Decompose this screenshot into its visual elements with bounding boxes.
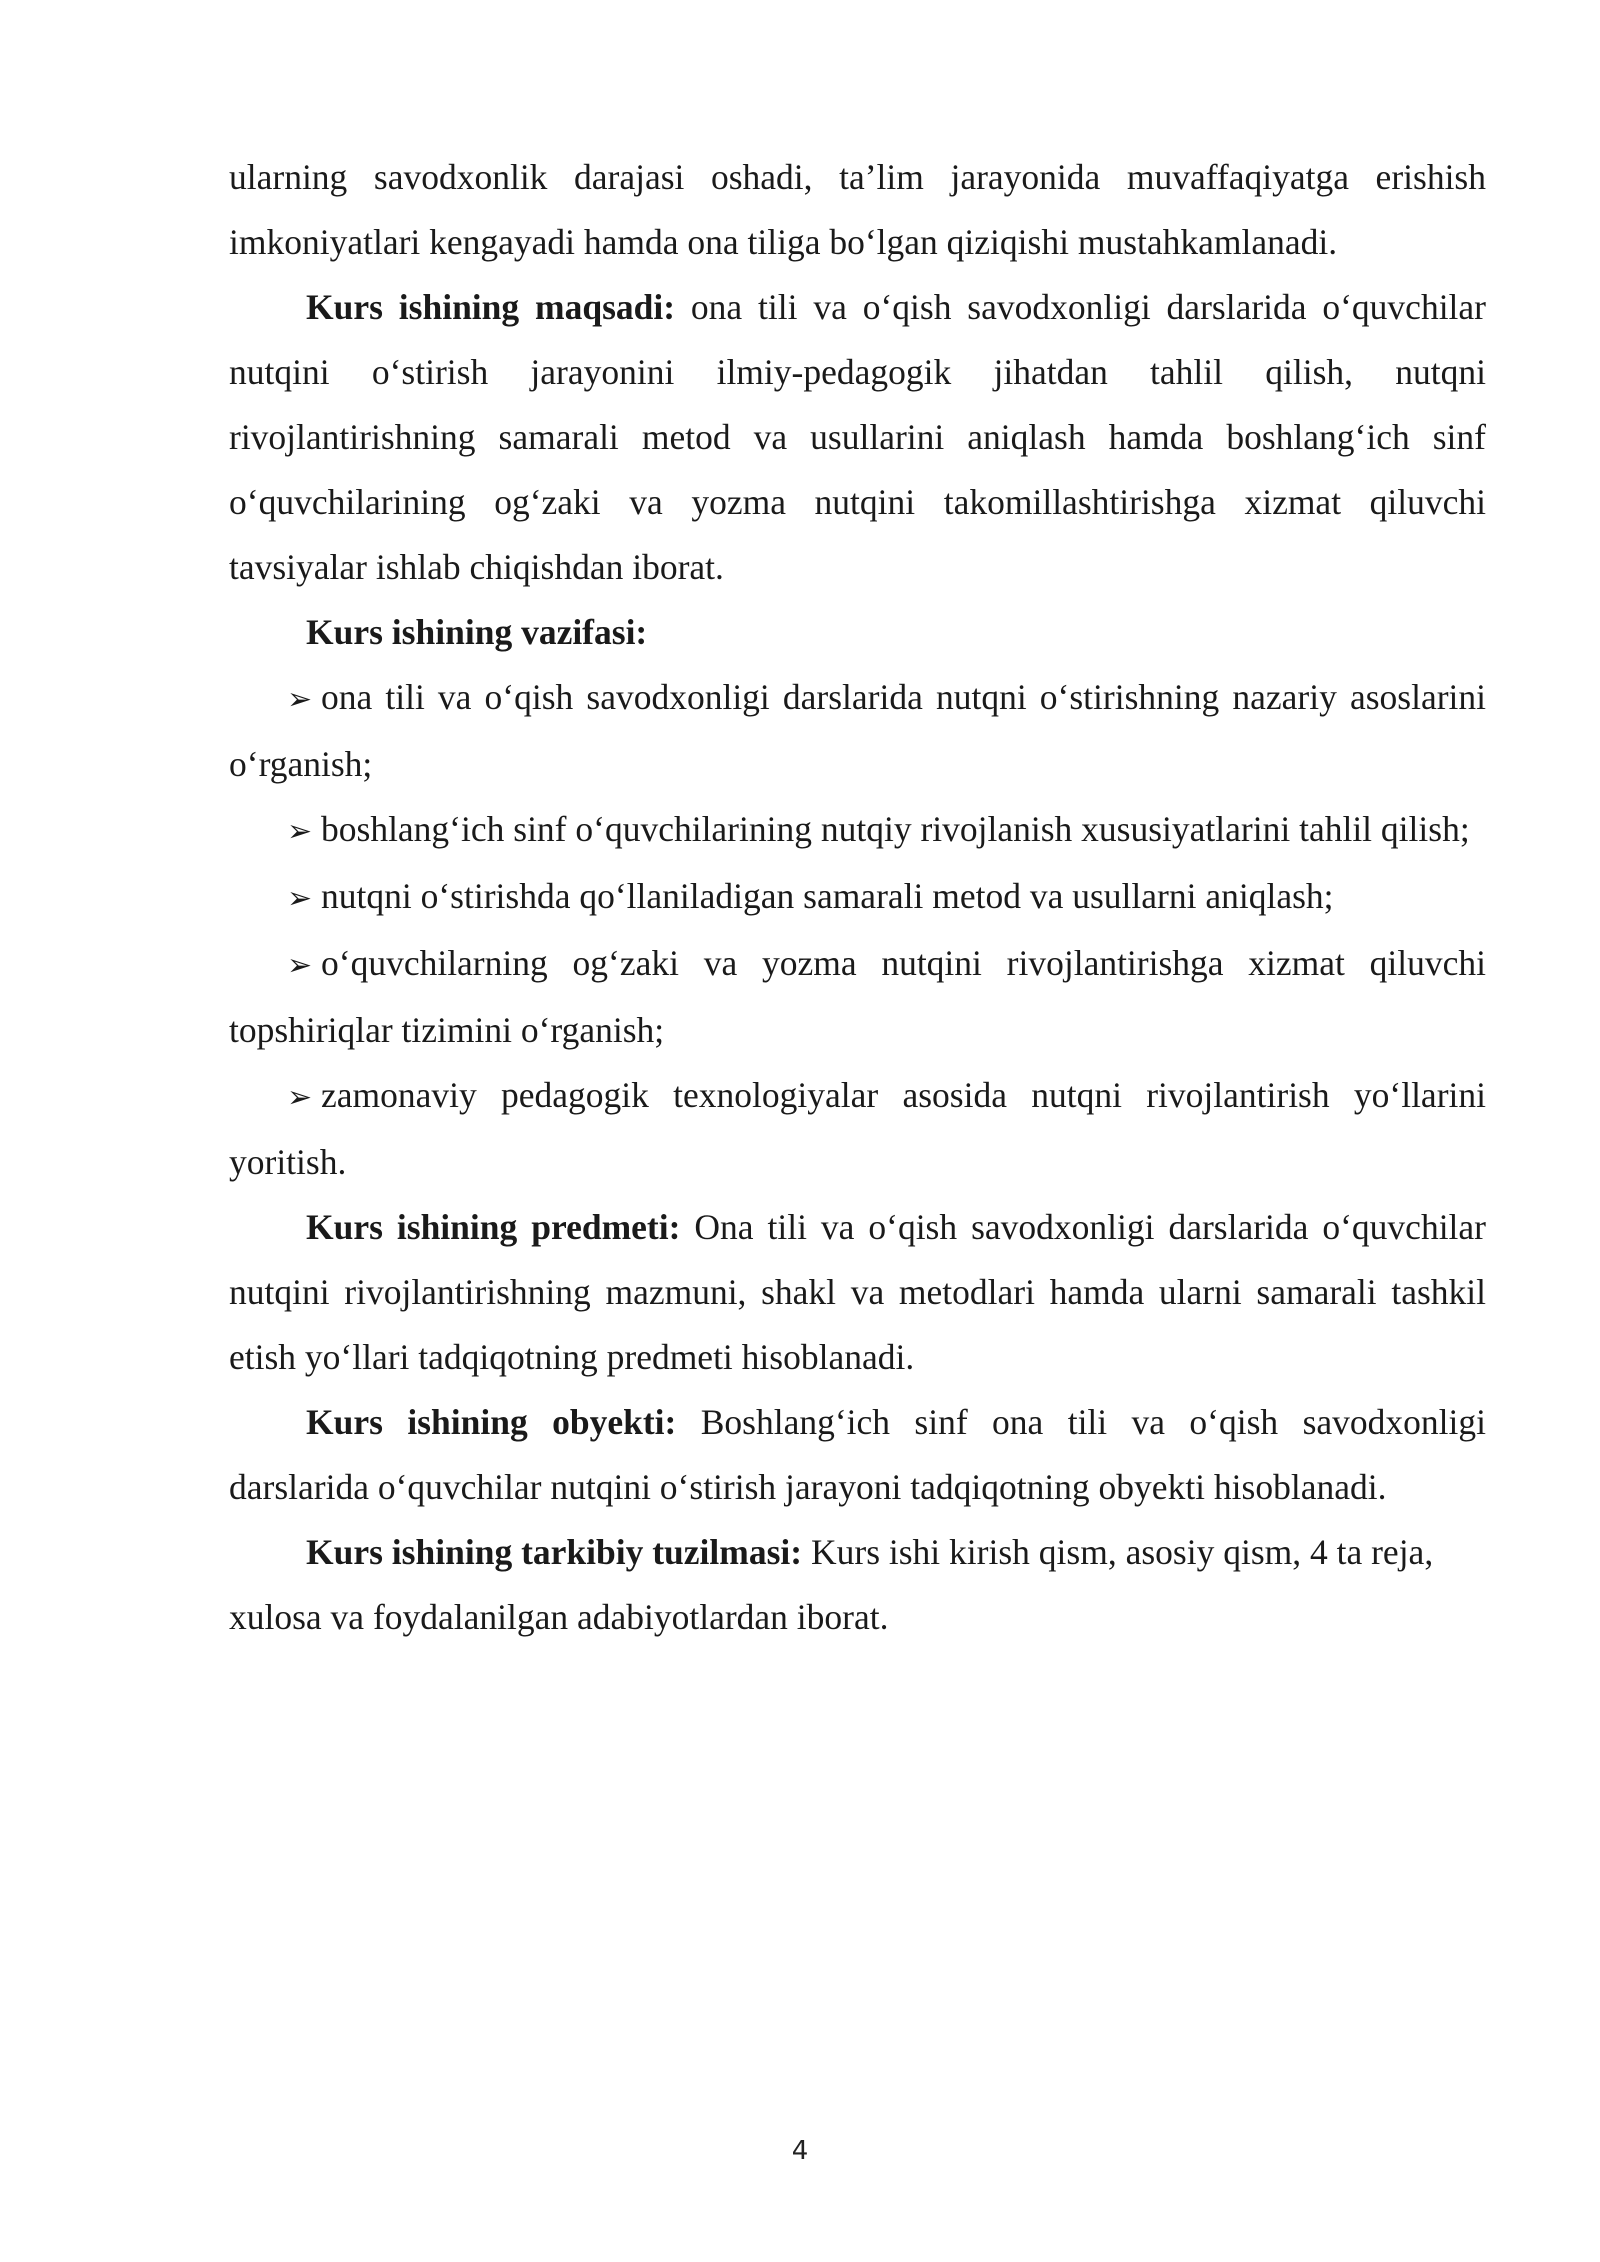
object-label: Kurs ishining obyekti: bbox=[306, 1402, 677, 1442]
task-list-item bbox=[229, 797, 1486, 864]
object-text: Boshlang‘ich sinf ona tili va o‘qish savodxonligi darslarida o‘quvchilar nutqini o‘stirish jarayoni tadqiqotning obyekti hisoblanadi. bbox=[229, 1402, 1486, 1507]
arrow-bullet-icon: ➢ bbox=[287, 881, 313, 916]
subject-paragraph bbox=[229, 1195, 1486, 1390]
structure-label: Kurs ishining tarkibiy tuzilmasi: bbox=[306, 1532, 803, 1572]
goal-paragraph bbox=[229, 275, 1486, 600]
task-list-item bbox=[229, 931, 1486, 1063]
page-number: 4 bbox=[791, 2136, 809, 2166]
task-text: o‘quvchilarning og‘zaki va yozma nutqini rivojlantirishga xizmat qiluvchi topshiriqlar tizimini o‘rganish; bbox=[229, 943, 1486, 1050]
object-paragraph bbox=[229, 1390, 1486, 1520]
task-text: ona tili va o‘qish savodxonligi darslarida nutqni o‘stirishning nazariy asoslarini o‘rganish; bbox=[229, 677, 1486, 784]
task-list-item bbox=[229, 1063, 1486, 1195]
goal-label: Kurs ishining maqsadi: bbox=[306, 287, 676, 327]
intro-paragraph: ularning savodxonlik darajasi oshadi, ta’lim jarayonida muvaffaqiyatga erishish imkoniyatlari kengayadi hamda ona tiliga bo‘lgan qiziqishi mustahkamlanadi. bbox=[229, 157, 1486, 262]
tasks-heading bbox=[229, 600, 1486, 665]
task-list-item bbox=[229, 864, 1486, 931]
arrow-bullet-icon: ➢ bbox=[287, 1080, 313, 1115]
arrow-bullet-icon: ➢ bbox=[287, 814, 313, 849]
tasks-label: Kurs ishining vazifasi: bbox=[306, 612, 648, 652]
subject-label: Kurs ishining predmeti: bbox=[306, 1207, 681, 1247]
subject-text: Ona tili va o‘qish savodxonligi darslarida o‘quvchilar nutqini rivojlantirishning mazmuni, shakl va metodlari hamda ularni samarali tashkil etish yo‘llari tadqiqotning predmeti hisoblanadi. bbox=[229, 1207, 1486, 1377]
structure-text: Kurs ishi kirish qism, asosiy qism, 4 ta reja, xulosa va foydalanilgan adabiyotlardan iborat. bbox=[229, 1532, 1434, 1637]
task-text: zamonaviy pedagogik texnologiyalar asosida nutqni rivojlantirish yo‘llarini yoritish. bbox=[229, 1075, 1486, 1182]
task-list-item bbox=[229, 665, 1486, 797]
arrow-bullet-icon: ➢ bbox=[287, 948, 313, 983]
task-text: nutqni o‘stirishda qo‘llaniladigan samarali metod va usullarni aniqlash; bbox=[321, 876, 1334, 916]
arrow-bullet-icon: ➢ bbox=[287, 682, 313, 717]
structure-paragraph bbox=[229, 1520, 1486, 1650]
document-body bbox=[229, 145, 1486, 1650]
task-text: boshlang‘ich sinf o‘quvchilarining nutqiy rivojlanish xususiyatlarini tahlil qilish; bbox=[321, 809, 1470, 849]
goal-text: ona tili va o‘qish savodxonligi darslarida o‘quvchilar nutqini o‘stirish jarayonini ilmiy-pedagogik jihatdan tahlil qilish, nutqni rivojlantirishning samarali metod va usullarini aniqlash hamda boshlang‘ich sinf o‘quvchilarining og‘zaki va yozma nutqini takomillashtirishga xizmat qiluvchi tavsiyalar ishlab chiqishdan iborat. bbox=[229, 287, 1486, 587]
